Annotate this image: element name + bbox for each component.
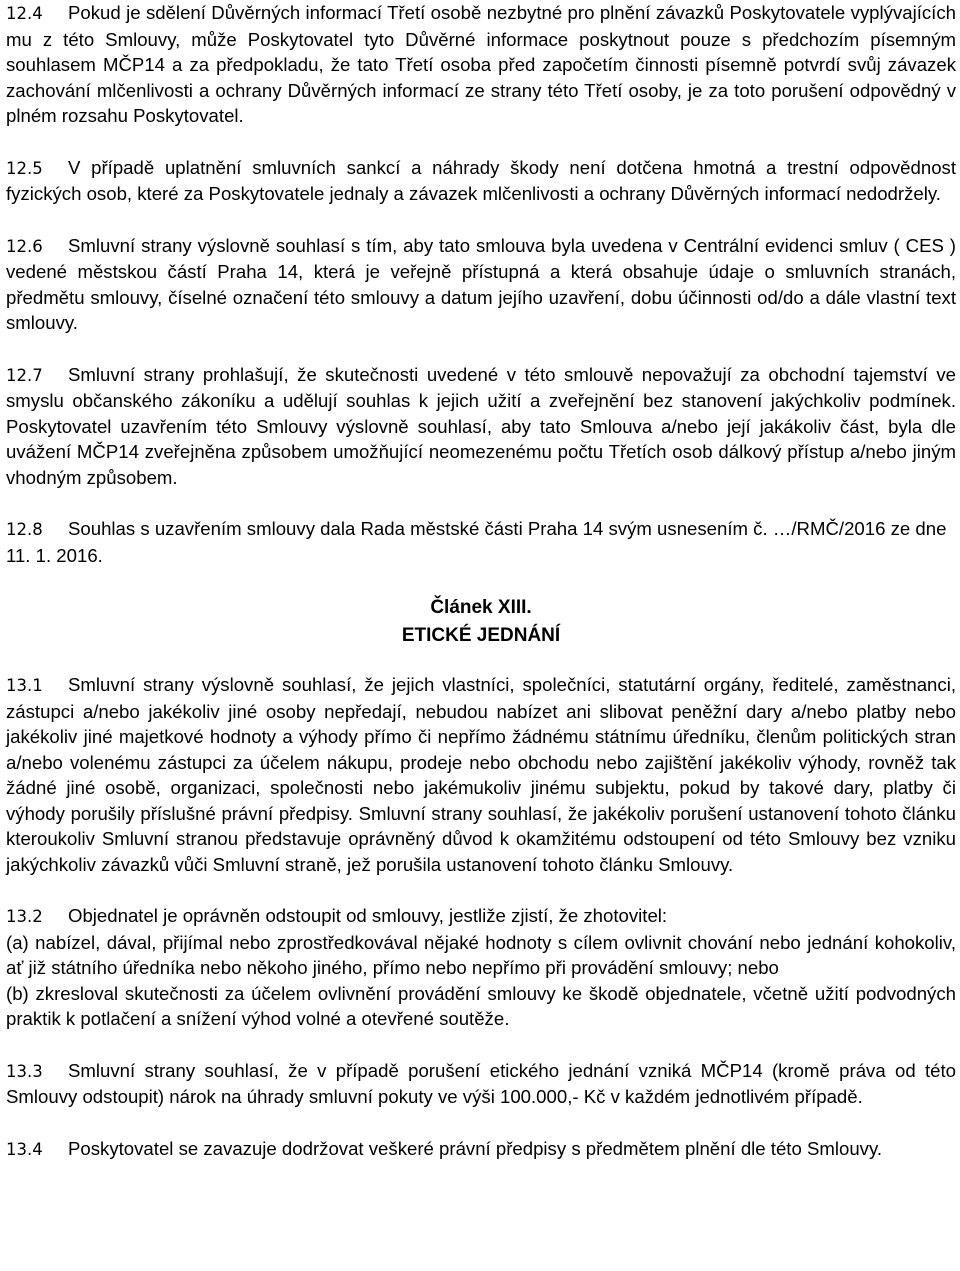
paragraph-13-2	[6, 903, 956, 930]
paragraph-12-8	[6, 516, 956, 568]
paragraph-number: 13.1	[6, 676, 43, 695]
paragraph-number: 12.6	[6, 236, 43, 256]
paragraph-text: Souhlas s uzavřením smlouvy dala Rada městské části Praha 14 svým usnesením č. …/RMČ/2016 ze dne 11. 1. 2016.	[6, 518, 947, 566]
paragraph-text: Pokud je sdělení Důvěrných informací Třetí osobě nezbytné pro plnění závazků Poskytovatele vyplývajících mu z této Smlouvy, může Poskytovatel tyto Důvěrné informace poskytnout pouze s předchozím písemným souhlasem MČP14 a za předpokladu, že tato Třetí osoba před započetím činnosti písemně potvrdí svůj závazek zachování mlčenlivosti a ochrany Důvěrných informací ze strany této Třetí osoby, je za toto porušení odpovědný v plném rozsahu Poskytovatel.	[6, 2, 956, 126]
paragraph-number: 12.5	[6, 158, 43, 178]
paragraph-text: Poskytovatel se zavazuje dodržovat veškeré právní předpisy s předmětem plnění dle této Smlouvy.	[68, 1137, 883, 1159]
paragraph-number: 13.2	[6, 907, 43, 926]
paragraph-text: V případě uplatnění smluvních sankcí a náhrady škody není dotčena hmotná a trestní odpovědnost fyzických osob, které za Poskytovatele jednaly a závazek mlčenlivosti a ochrany Důvěrných informací nedodržely.	[6, 156, 956, 204]
document-page	[6, 0, 956, 1162]
paragraph-12-4	[6, 0, 956, 129]
article-title: Článek XIII.	[430, 597, 532, 618]
paragraph-number: 12.4	[6, 4, 43, 23]
paragraph-number: 13.3	[6, 1061, 43, 1081]
paragraph-text: Smluvní strany výslovně souhlasí, že jejich vlastníci, společníci, statutární orgány, ředitelé, zaměstnanci, zástupci a/nebo jakékoliv jiné osoby nepředají, nebudou nabízet ani slibovat peněžní dary a/nebo platby nebo jakékoliv jiné majetkové hodnoty a výhody přímo či nepřímo žádnému státnímu úředníku, členům politických stran a/nebo volenému zástupci za účelem nákupu, prodeje nebo obchodu nebo zajištění jakékoliv výhody, rovněž tak žádné jiné osobě, organizaci, společnosti nebo jakémukoliv jinému subjektu, pokud by takové dary, platby či výhody porušily příslušné právní předpisy. Smluvní strany souhlasí, že jakékoliv porušení ustanovení tohoto článku kteroukoliv Smluvní stranou představuje oprávněný důvod k okamžitému odstoupení od této Smlouvy bez vzniku jakýchkoliv závazků vůči Smluvní straně, jež porušila ustanovení tohoto článku Smlouvy.	[6, 674, 956, 875]
paragraph-13-3	[6, 1058, 956, 1110]
paragraph-text: Smluvní strany výslovně souhlasí s tím, aby tato smlouva byla uvedena v Centrální evidenci smluv ( CES ) vedené městskou částí Praha 14, která je veřejně přístupná a která obsahuje údaje o smluvních stranách, předmětu smlouvy, číselné označení této smlouvy a datum jejího uzavření, dobu účinnosti od/do a dále vlastní text smlouvy.	[6, 234, 956, 333]
paragraph-12-7	[6, 362, 956, 491]
paragraph-number: 12.8	[6, 520, 43, 539]
paragraph-13-1	[6, 672, 956, 877]
paragraph-number: 12.7	[6, 365, 43, 385]
paragraph-12-6	[6, 233, 956, 336]
paragraph-13-4	[6, 1136, 956, 1163]
list-item-b: (b) zkresloval skutečnosti za účelem ovlivnění provádění smlouvy ke škodě objednatele, včetně užití podvodných praktik k potlačení a snížení výhod volné a otevřené soutěže.	[6, 982, 956, 1029]
paragraph-text: Smluvní strany souhlasí, že v případě porušení etického jednání vzniká MČP14 (kromě práva od této Smlouvy odstoupit) nárok na úhrady smluvní pokuty ve výši 100.000,- Kč v každém jednotlivém případě.	[6, 1059, 956, 1107]
paragraph-number: 13.4	[6, 1139, 43, 1159]
paragraph-text: Smluvní strany prohlašují, že skutečnosti uvedené v této smlouvě nepovažují za obchodní tajemství ve smyslu občanského zákoníku a udělují souhlas k jejich užití a zveřejnění bez stanovení jakýchkoliv podmínek. Poskytovatel uzavřením této Smlouvy výslovně souhlasí, aby tato Smlouva a/nebo její jakákoliv část, byla dle uvážení MČP14 zveřejněna způsobem umožňující neomezenému počtu Třetích osob dálkový přístup a/nebo jiným vhodným způsobem.	[6, 363, 956, 488]
paragraph-12-5	[6, 155, 956, 207]
list-item-a: (a) nabízel, dával, přijímal nebo zprostředkovával nějaké hodnoty s cílem ovlivnit chování nebo jednání kohokoliv, ať již státního úředníka nebo někoho jiného, přímo nebo nepřímo při provádění smlouvy; nebo	[6, 931, 956, 978]
paragraph-text: Objednatel je oprávněn odstoupit od smlouvy, jestliže zjistí, že zhotovitel:	[68, 905, 668, 926]
article-subtitle: ETICKÉ JEDNÁNÍ	[401, 625, 561, 646]
